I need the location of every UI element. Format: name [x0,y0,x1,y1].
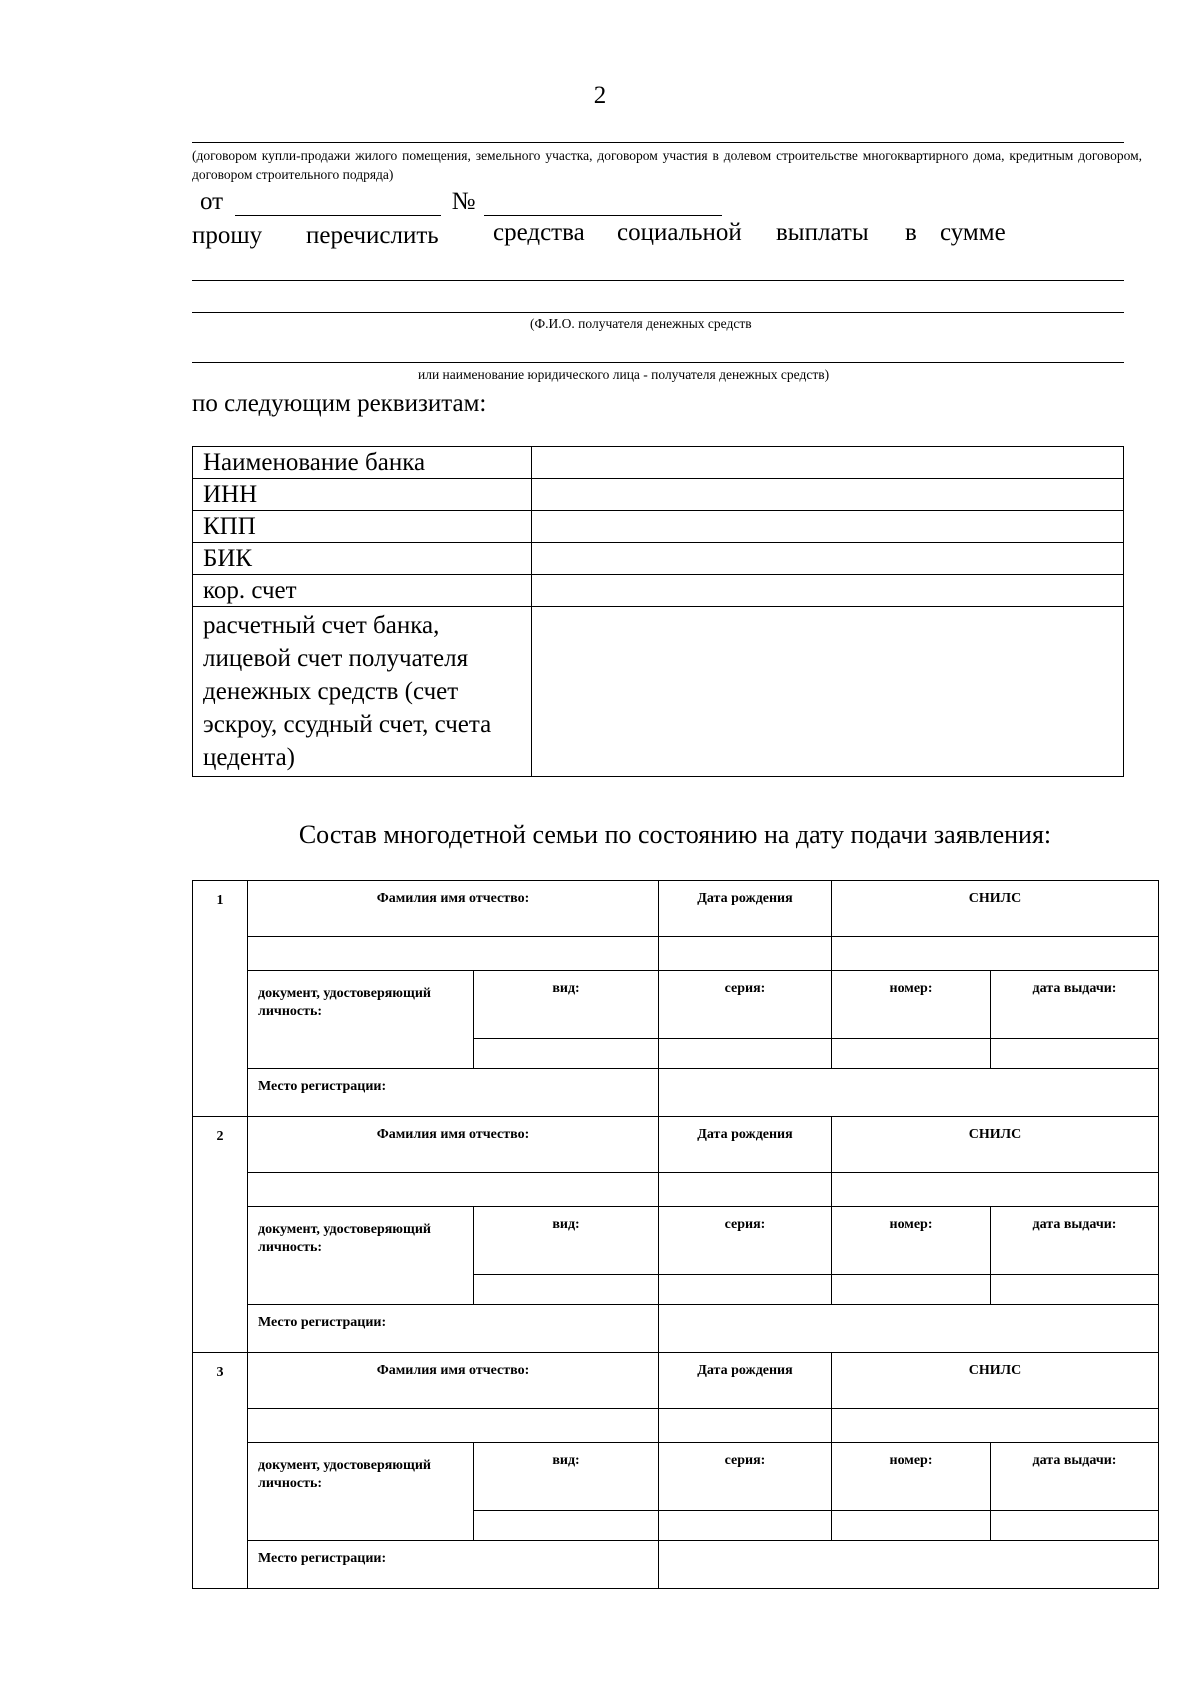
family-table [192,880,1159,1589]
doc-kind-label: вид: [474,971,659,1039]
family-member-value-row [193,1409,1159,1443]
id-doc-label: документ, удостоверяющий личность: [248,1207,474,1305]
corr-account-value[interactable] [532,575,1124,607]
registration-label: Место регистрации: [248,1069,659,1113]
id-doc-label-row [193,1207,1159,1275]
recipient-fio-note: (Ф.И.О. получателя денежных средств [530,316,752,331]
doc-series-label: серия: [659,1207,832,1275]
fio-label: Фамилия имя отчество: [248,1117,659,1173]
registration-row [193,1305,1159,1349]
registration-value[interactable] [659,1305,1159,1353]
table-row [193,447,1124,479]
doc-number-value[interactable] [832,1039,991,1069]
request-word: средства [493,219,585,246]
snils-value[interactable] [832,1409,1159,1443]
member-number: 3 [193,1353,248,1589]
birth-date-label: Дата рождения [659,881,832,937]
registration-value[interactable] [659,1541,1159,1589]
doc-kind-value[interactable] [474,1511,659,1541]
bank-name-value[interactable] [532,447,1124,479]
account-value[interactable] [532,607,1124,777]
registration-label: Место регистрации: [248,1305,659,1349]
table-row [193,607,1124,777]
recipient-legal-line[interactable] [192,362,1124,363]
number-field[interactable] [484,193,722,216]
member-number: 2 [193,1117,248,1353]
doc-kind-label: вид: [474,1443,659,1511]
fio-label: Фамилия имя отчество: [248,1353,659,1409]
doc-issue-date-label: дата выдачи: [991,971,1159,1039]
account-label-line: цедента) [203,744,295,771]
doc-number-label: номер: [832,1207,991,1275]
doc-kind-value[interactable] [474,1275,659,1305]
table-row [193,575,1124,607]
request-word: сумме [940,219,1006,246]
doc-series-value[interactable] [659,1039,832,1069]
table-row [193,543,1124,575]
family-member-header-row [193,1117,1159,1173]
recipient-legal-note: или наименование юридического лица - получателя денежных средств) [418,367,830,382]
registration-row [193,1541,1159,1585]
birth-date-value[interactable] [659,937,832,971]
registration-value[interactable] [659,1069,1159,1117]
from-row [200,188,722,216]
family-member-header-row [193,1353,1159,1409]
request-word: перечислить [306,222,439,249]
doc-number-label: номер: [832,1443,991,1511]
registration-row [193,1069,1159,1113]
doc-issue-date-value[interactable] [991,1511,1159,1541]
bik-value[interactable] [532,543,1124,575]
id-doc-label-row [193,971,1159,1039]
account-label-line: эскроу, ссудный счет, счета [203,711,492,738]
doc-series-label: серия: [659,971,832,1039]
fio-value[interactable] [248,937,659,971]
snils-value[interactable] [832,937,1159,971]
corr-account-label: кор. счет [193,575,532,607]
doc-issue-date-value[interactable] [991,1039,1159,1069]
kpp-label: КПП [193,511,532,543]
from-label: от [200,188,224,215]
bank-name-label: Наименование банка [193,447,532,479]
fio-value[interactable] [248,1173,659,1207]
details-heading: по следующим реквизитам: [192,390,487,417]
bank-details-table [192,446,1124,777]
doc-number-label: номер: [832,971,991,1039]
page-number: 2 [593,82,607,109]
registration-spacer [248,1585,659,1589]
account-label [193,607,532,777]
bik-label: БИК [193,543,532,575]
doc-issue-date-label: дата выдачи: [991,1443,1159,1511]
birth-date-label: Дата рождения [659,1117,832,1173]
doc-number-value[interactable] [832,1511,991,1541]
doc-number-value[interactable] [832,1275,991,1305]
date-field[interactable] [235,193,441,216]
contract-line [192,142,1124,143]
id-doc-label: документ, удостоверяющий личность: [248,971,474,1069]
snils-label: СНИЛС [832,1353,1159,1409]
family-member-header-row [193,881,1159,937]
snils-label: СНИЛС [832,1117,1159,1173]
request-word: выплаты [776,219,869,246]
doc-kind-label: вид: [474,1207,659,1275]
doc-issue-date-value[interactable] [991,1275,1159,1305]
birth-date-label: Дата рождения [659,1353,832,1409]
id-doc-label: документ, удостоверяющий личность: [248,1443,474,1541]
fio-value[interactable] [248,1409,659,1443]
doc-kind-value[interactable] [474,1039,659,1069]
table-row [193,479,1124,511]
amount-line[interactable] [192,280,1124,281]
registration-label: Место регистрации: [248,1541,659,1585]
doc-issue-date-label: дата выдачи: [991,1207,1159,1275]
account-label-line: лицевой счет получателя [203,645,469,672]
doc-series-label: серия: [659,1443,832,1511]
request-word: социальной [617,219,742,246]
member-number: 1 [193,881,248,1117]
family-heading: Состав многодетной семьи по состоянию на дату подачи заявления: [298,820,1052,849]
request-word: в [905,219,917,246]
snils-label: СНИЛС [832,881,1159,937]
inn-label: ИНН [193,479,532,511]
doc-series-value[interactable] [659,1275,832,1305]
id-doc-label-row [193,1443,1159,1511]
inn-value[interactable] [532,479,1124,511]
kpp-value[interactable] [532,511,1124,543]
birth-date-value[interactable] [659,1173,832,1207]
recipient-fio-line[interactable] [192,312,1124,313]
contract-note: (договором купли-продажи жилого помещения, земельного участка, договором участия в долевом строительстве многоквартирного дома, кредитным договором, договором строительного подряда) [192,148,1142,182]
number-label: № [451,188,476,215]
birth-date-value[interactable] [659,1409,832,1443]
family-member-value-row [193,937,1159,971]
fio-label: Фамилия имя отчество: [248,881,659,937]
table-row [193,511,1124,543]
account-label-line: денежных средств (счет [203,678,459,705]
family-member-value-row [193,1173,1159,1207]
request-word: прошу [192,222,263,249]
account-label-line: расчетный счет банка, [203,612,440,639]
snils-value[interactable] [832,1173,1159,1207]
doc-series-value[interactable] [659,1511,832,1541]
